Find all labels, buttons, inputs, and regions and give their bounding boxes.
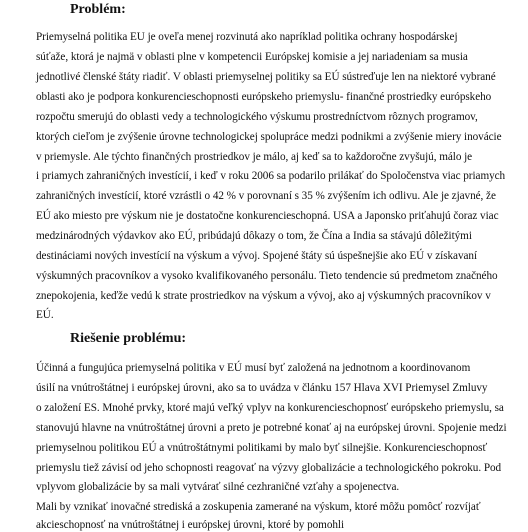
paragraph-line: priemyslu tiež závisí od jeho schopnosti reagovať na výzvy globalizácie a technologického pokroku. Pod xyxy=(36,462,502,474)
paragraph-line: rozpočtu smerujú do oblasti vedy a technologického výskumu prostredníctvom rôznych programov, xyxy=(36,111,478,123)
paragraph-line: i priamych zahraničných investícií, i keď v roku 2006 sa podarilo prilákať do Spoločenstva viac priamych xyxy=(36,170,506,182)
paragraph-line: stanovujú hlavne na vnútroštátnej úrovni a preto je potrebné konať aj na európskej úrovni. Spojenie medzi xyxy=(36,422,507,434)
paragraph-line: destináciami nových investícií na výskum a vývoj. Spojené štáty sú úspešnejšie ako EÚ v získavaní xyxy=(36,250,478,262)
paragraph-line: úsilí na vnútroštátnej i európskej úrovni, ako sa to uvádza v článku 157 Hlava XVI Priemysel Zmluvy xyxy=(36,382,488,394)
paragraph-line: medzinárodných výdavkov ako EÚ, pribúdajú dôkazy o tom, že Čína a India sa stávajú dôležitými xyxy=(36,230,472,242)
paragraph-line: znepokojenia, keďže vedú k strate prostriedkov na výskum a vývoj, ako aj výskumných pracovníkov v xyxy=(36,290,491,302)
paragraph-line: súťaže, ktorá je najmä v oblasti plne v kompetencii Európskej komisie a jej nariadeniam sa musia xyxy=(36,51,468,63)
paragraph-line: Účinná a fungujúca priemyselná politika v EÚ musí byť založená na jednotnom a koordinovanom xyxy=(36,362,471,374)
paragraph-line: vplyvom globalizácie by sa mali vytvárať silné cezhraničné vzťahy a spojenectva. xyxy=(36,481,400,493)
paragraph-line: o založení ES. Mnohé prvky, ktoré majú veľký vplyv na konkurencieschopnosť európskeho priemyslu, sa xyxy=(36,402,504,414)
paragraph-line: zahraničných investícií, ktoré vzrástli o 42 % v porovnaní s 35 % zvýšením ich odlivu. Ale je zjavné, že xyxy=(36,190,496,202)
section-heading-problem: Problém: xyxy=(70,2,126,17)
paragraph-line: v priemysle. Ale týchto finančných prostriedkov je málo, aj keď sa to každoročne zvyšujú, málo je xyxy=(36,151,473,163)
paragraph-line: jednotlivé členské štáty riadiť. V oblasti priemyselnej politiky sa EÚ sústreďuje len na niektoré vybrané xyxy=(36,71,496,83)
paragraph-line: výskumných pracovníkov a vysoko kvalifikovaného personálu. Tieto tendencie sú predmetom značného xyxy=(36,270,498,282)
paragraph-line: Priemyselná politika EU je oveľa menej rozvinutá ako napríklad politika ochrany hospodárskej xyxy=(36,31,458,43)
paragraph-line: priemyselnou politikou EÚ a vnútroštátnymi politikami by malo byť silnejšie. Konkurencieschopnosť xyxy=(36,442,488,454)
paragraph-line: EÚ. xyxy=(36,309,54,321)
paragraph-line: Mali by vznikať inovačné strediská a zoskupenia zamerané na výskum, ktoré môžu pomôcť rozvíjať xyxy=(36,501,481,513)
section-heading-solution: Riešenie problému: xyxy=(70,331,187,346)
paragraph-line: akcieschopnosť na vnútroštátnej i európskej úrovni, ktoré by pomohli xyxy=(36,519,345,531)
paragraph-line: oblasti ako je podpora konkurencieschopnosti európskeho priemyslu- finančné prostriedky európskeho xyxy=(36,91,492,103)
paragraph-line: EÚ ako miesto pre výskum nie je dostatočne konkurencieschopná. USA a Japonsko priťahujú čoraz viac xyxy=(36,210,499,222)
paragraph-line: ktorých cieľom je zvýšenie úrovne technologickej spolupráce medzi podnikmi a zvýšenie miery inovácie xyxy=(36,131,502,143)
